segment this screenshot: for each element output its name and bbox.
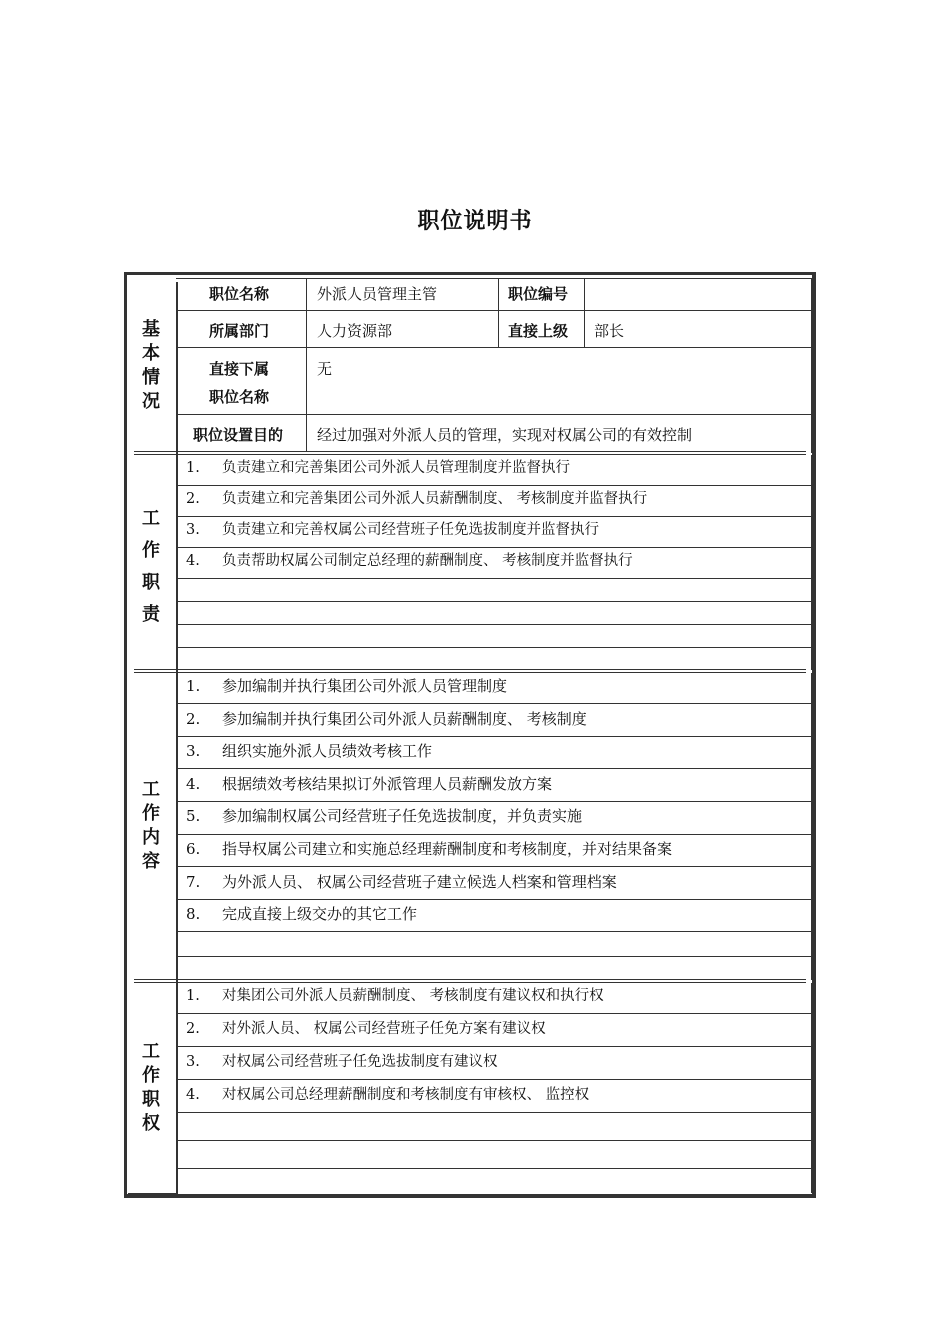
label-column-divider xyxy=(176,282,178,1198)
authority-item: 4. 对权属公司总经理薪酬制度和考核制度有审核权、 监控权 xyxy=(186,1087,590,1103)
position-name-value: 外派人员管理主管 xyxy=(317,285,438,303)
content-item: 6. 指导权属公司建立和实施总经理薪酬制度和考核制度，并对结果备案 xyxy=(186,840,673,858)
content-item: 7. 为外派人员、 权属公司经营班子建立候选人档案和管理档案 xyxy=(186,873,617,891)
content-item: 5. 参加编制权属公司经营班子任免选拔制度，并负责实施 xyxy=(186,807,583,825)
section-label-basic: 基 本 情 况 xyxy=(142,319,160,412)
authority-item: 1. 对集团公司外派人员薪酬制度、 考核制度有建议权和执行权 xyxy=(186,988,604,1004)
duty-item: 4. 负责帮助权属公司制定总经理的薪酬制度、 考核制度并监督执行 xyxy=(186,553,633,569)
section-label-authority: 工 作 职 权 xyxy=(142,1041,160,1134)
authority-item: 3. 对权属公司经营班子任免选拔制度有建议权 xyxy=(186,1054,498,1070)
content-item: 4. 根据绩效考核结果拟订外派管理人员薪酬发放方案 xyxy=(186,775,553,793)
superior-label: 直接上级 xyxy=(508,322,569,340)
duty-item: 1. 负责建立和完善集团公司外派人员管理制度并监督执行 xyxy=(186,460,570,476)
content-item: 1. 参加编制并执行集团公司外派人员管理制度 xyxy=(186,677,508,695)
content-item: 8. 完成直接上级交办的其它工作 xyxy=(186,905,418,923)
subordinate-value: 无 xyxy=(317,360,333,378)
duty-item: 3. 负责建立和完善权属公司经营班子任免选拔制度并监督执行 xyxy=(186,522,599,538)
content-item: 3. 组织实施外派人员绩效考核工作 xyxy=(186,742,433,760)
superior-value: 部长 xyxy=(594,322,625,340)
section-label-content: 工 作 内 容 xyxy=(142,779,160,872)
content-item: 2. 参加编制并执行集团公司外派人员薪酬制度、 考核制度 xyxy=(186,710,587,728)
purpose-value: 经过加强对外派人员的管理，实现对权属公司的有效控制 xyxy=(317,426,693,444)
section-label-duties: 工 作 职 责 xyxy=(142,508,160,625)
position-code-label: 职位编号 xyxy=(508,285,569,303)
duty-item: 2. 负责建立和完善集团公司外派人员薪酬制度、 考核制度并监督执行 xyxy=(186,491,648,507)
position-name-label: 职位名称 xyxy=(209,285,270,303)
subordinate-label-line2: 职位名称 xyxy=(209,388,270,406)
department-label: 所属部门 xyxy=(209,322,270,340)
page-title: 职位说明书 xyxy=(417,209,533,234)
authority-item: 2. 对外派人员、 权属公司经营班子任免方案有建议权 xyxy=(186,1021,546,1037)
subordinate-label-line1: 直接下属 xyxy=(209,360,270,378)
department-value: 人力资源部 xyxy=(317,322,393,340)
purpose-label: 职位设置目的 xyxy=(193,426,284,444)
